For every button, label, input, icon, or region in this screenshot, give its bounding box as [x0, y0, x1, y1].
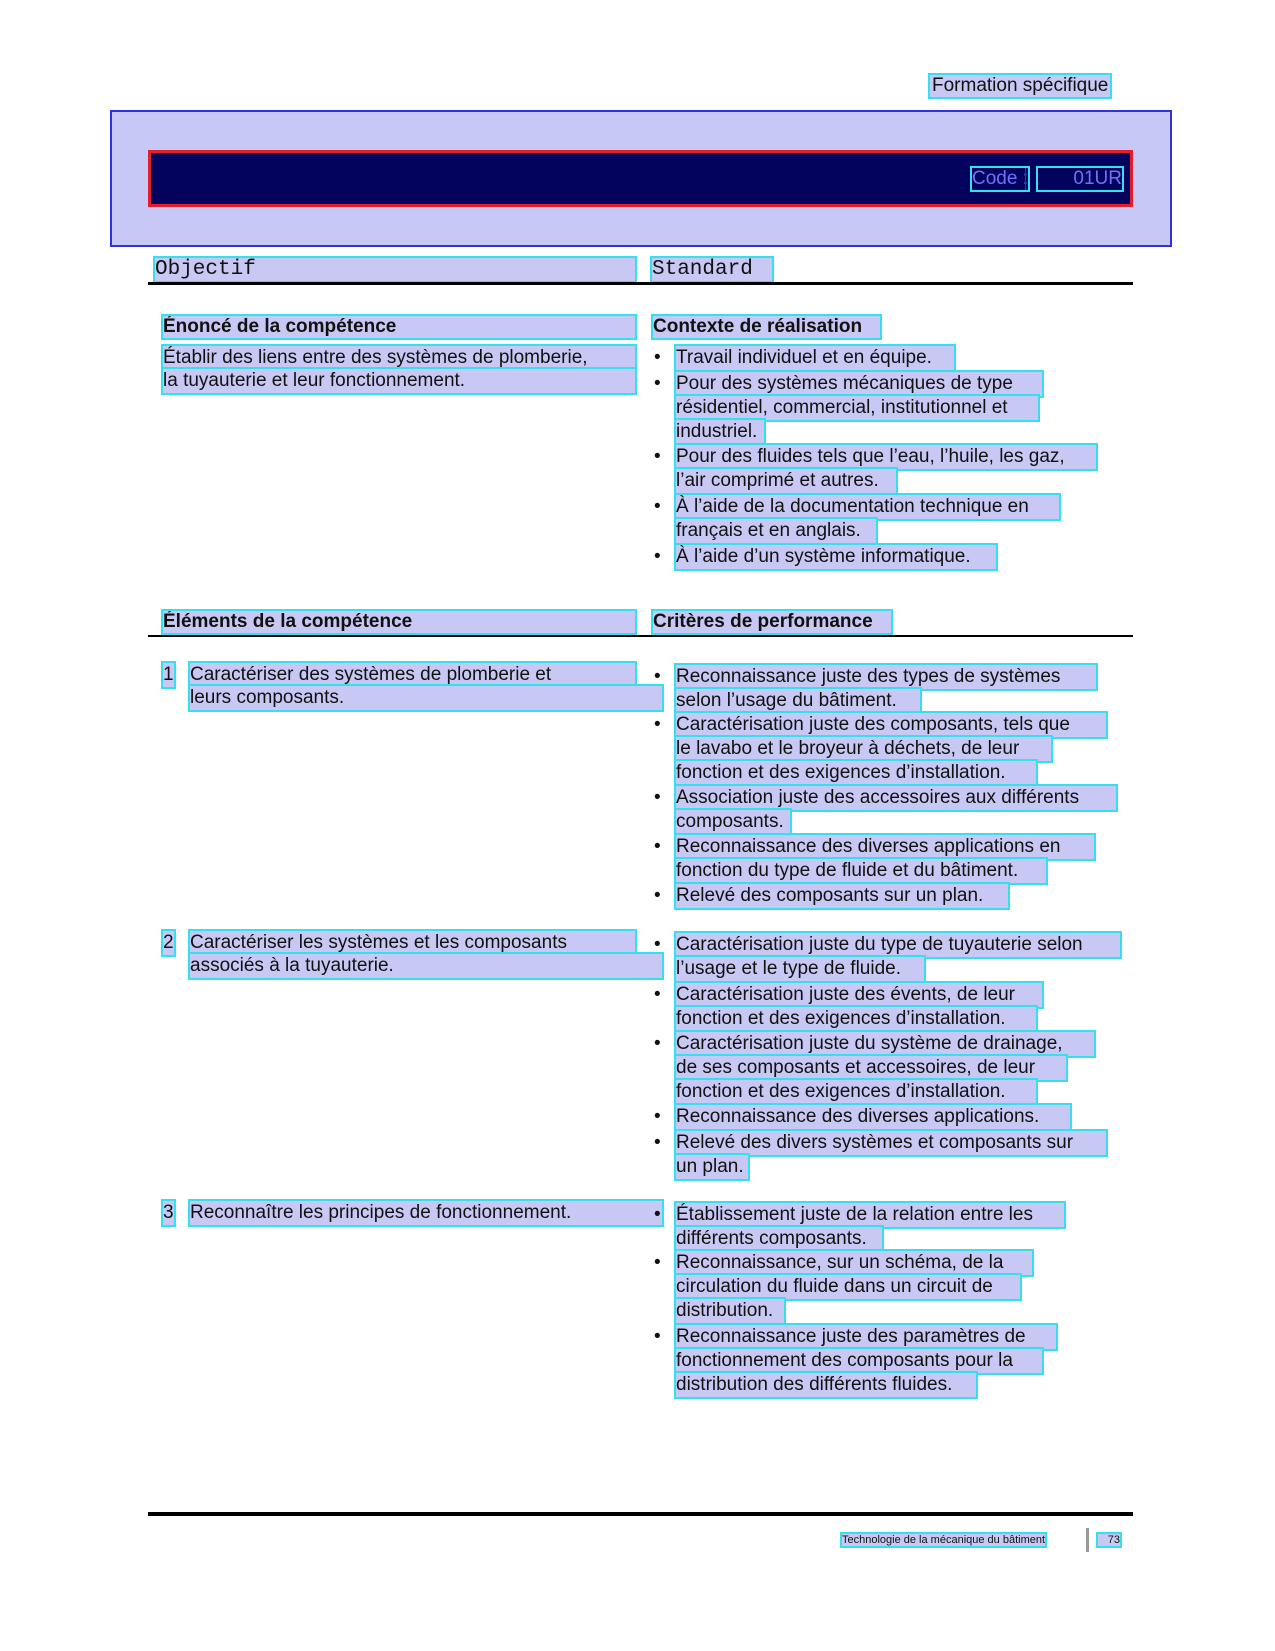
criterion-item: • Relevé des composants sur un plan.	[676, 884, 1008, 908]
criterion-item: • Relevé des divers systèmes et composants sur	[676, 1131, 1106, 1155]
context-item: • À l’aide d’un système informatique.	[676, 545, 996, 569]
statement-line: la tuyauterie et leur fonctionnement.	[163, 369, 635, 393]
criterion-item-line: circulation du fluide dans un circuit de	[676, 1275, 1020, 1299]
criterion-item: • Caractérisation juste des composants, tels que	[676, 713, 1106, 737]
criterion-item-line: distribution.	[676, 1299, 784, 1323]
criterion-item: • Association juste des accessoires aux différents	[676, 786, 1116, 810]
element-line: leurs composants.	[190, 686, 662, 710]
standard-label: Standard	[652, 258, 772, 281]
section-label: Formation spécifique	[932, 75, 1109, 96]
footer-rule	[148, 1512, 1133, 1516]
criterion-item: • Reconnaissance des diverses applications.	[676, 1105, 1070, 1129]
code-value: 01UR	[1038, 168, 1122, 190]
element-number: 3	[163, 1202, 174, 1223]
context-item-line: résidentiel, commercial, institutionnel et	[676, 396, 1038, 420]
element-line: Caractériser les systèmes et les composants	[190, 931, 635, 955]
element-number: 2	[163, 932, 174, 953]
context-heading: Contexte de réalisation	[653, 316, 880, 338]
elements-rule	[148, 635, 1133, 637]
context-item-line: l’air comprimé et autres.	[676, 469, 896, 493]
criterion-item: • Caractérisation juste du type de tuyauterie selon	[676, 933, 1120, 957]
criterion-item: • Établissement juste de la relation entre les	[676, 1203, 1064, 1227]
element-line: Caractériser des systèmes de plomberie et	[190, 663, 635, 687]
footer-separator	[1086, 1528, 1089, 1552]
criterion-item: • Reconnaissance juste des types de systèmes	[676, 665, 1096, 689]
criterion-item-line: distribution des différents fluides.	[676, 1373, 976, 1397]
context-item-line: industriel.	[676, 420, 764, 444]
criterion-item-line: fonctionnement des composants pour la	[676, 1349, 1042, 1373]
criterion-item-line: l’usage et le type de fluide.	[676, 957, 924, 981]
element-line: Reconnaître les principes de fonctionnement.	[190, 1201, 662, 1225]
footer-program: Technologie de la mécanique du bâtiment	[842, 1534, 1046, 1546]
statement-line: Établir des liens entre des systèmes de plomberie,	[163, 346, 635, 370]
context-item: • À l’aide de la documentation technique en	[676, 495, 1059, 519]
header-rule	[148, 282, 1133, 285]
criterion-item-line: composants.	[676, 810, 790, 834]
statement-heading: Énoncé de la compétence	[163, 316, 635, 338]
element-line: associés à la tuyauterie.	[190, 954, 662, 978]
criterion-item-line: fonction et des exigences d’installation.	[676, 1080, 1036, 1104]
criterion-item: • Reconnaissance, sur un schéma, de la	[676, 1251, 1032, 1275]
criterion-item-line: le lavabo et le broyeur à déchets, de leur	[676, 737, 1051, 761]
criterion-item-line: fonction et des exigences d’installation.	[676, 1007, 1036, 1031]
criterion-item: • Reconnaissance juste des paramètres de	[676, 1325, 1056, 1349]
context-item-line: français et en anglais.	[676, 519, 876, 543]
context-item: • Pour des fluides tels que l’eau, l’huile, les gaz,	[676, 445, 1096, 469]
element-number: 1	[163, 664, 174, 685]
code-label: Code :	[972, 168, 1028, 189]
criterion-item-line: un plan.	[676, 1155, 748, 1179]
criterion-item-line: fonction du type de fluide et du bâtiment.	[676, 859, 1046, 883]
objective-label: Objectif	[155, 258, 635, 281]
criterion-item: • Caractérisation juste des évents, de leur	[676, 983, 1042, 1007]
criteria-heading: Critères de performance	[653, 611, 891, 633]
context-item: • Travail individuel et en équipe.	[676, 346, 954, 370]
criterion-item-line: selon l’usage du bâtiment.	[676, 689, 920, 713]
code-separator	[1025, 168, 1032, 190]
criterion-item: • Caractérisation juste du système de drainage,	[676, 1032, 1094, 1056]
criterion-item-line: de ses composants et accessoires, de leur	[676, 1056, 1066, 1080]
elements-heading: Éléments de la compétence	[163, 611, 635, 633]
page-number: 73	[1098, 1534, 1120, 1546]
criterion-item: • Reconnaissance des diverses applications en	[676, 835, 1094, 859]
criterion-item-line: différents composants.	[676, 1227, 882, 1251]
context-item: • Pour des systèmes mécaniques de type	[676, 372, 1042, 396]
criterion-item-line: fonction et des exigences d’installation.	[676, 761, 1036, 785]
